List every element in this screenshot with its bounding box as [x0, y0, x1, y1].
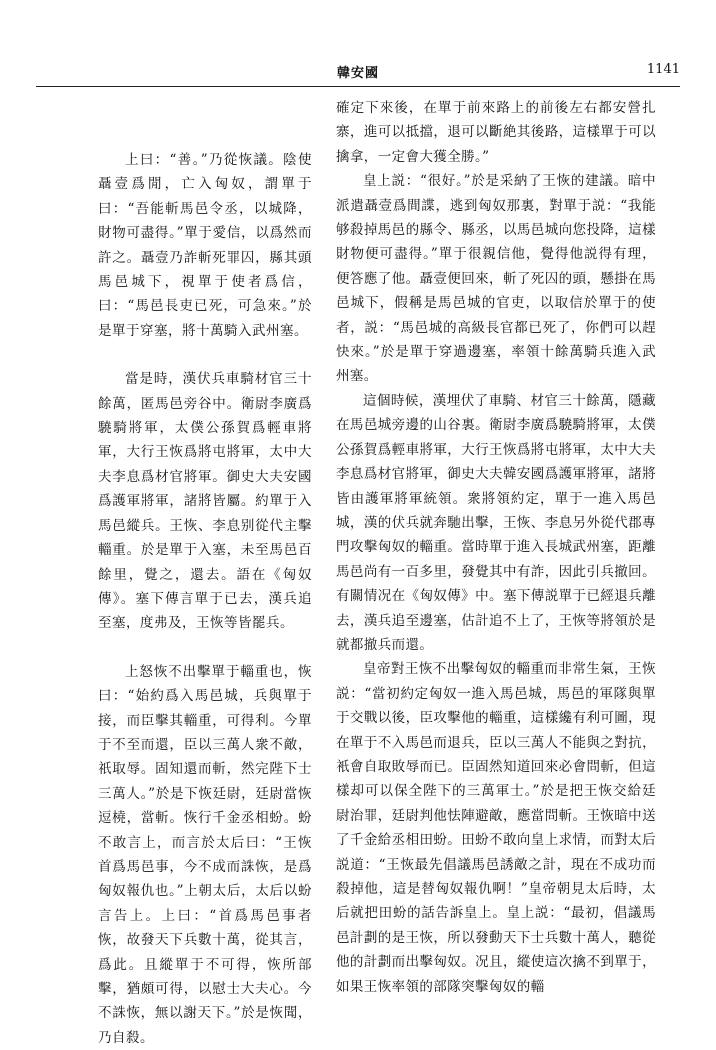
page-number: 1141: [646, 62, 680, 77]
translation-paragraph: 這個時候，漢埋伏了車騎、材官三十餘萬，隱藏在馬邑城旁邊的山谷裏。衛尉李廣爲驍騎將軍，太僕公孫賀爲輕車將軍，大行王恢爲將屯將軍，太中大夫李息爲材官將軍，御史大夫韓安國爲護軍將軍，諸將皆由護軍將軍統領。衆將領約定，單于一進入馬邑城，漢的伏兵就奔馳出擊，王恢、李息另外從代郡專門攻擊匈奴的輜重。當時單于進入長城武州塞，距離馬邑尚有一百多里，發覺其中有詐，因此引兵撤回。有關情况在《匈奴傳》中。塞下傳説單于已經退兵離去，漢兵追至邊塞，估計追不上了，王恢等將領於是就都撤兵而還。: [336, 392, 656, 653]
running-head: [36, 62, 680, 84]
header-rule: [36, 86, 680, 87]
chapter-title: 韓安國: [336, 66, 379, 81]
translation-paragraph: 確定下來後，在單于前來路上的前後左右都安營扎寨，進可以抵擋，退可以斷絶其後路，這樣單于可以擒拿，一定會大獲全勝。”: [336, 100, 656, 165]
translation-paragraph: 皇帝對王恢不出擊匈奴的輜重而非常生氣，王恢説：“當初約定匈奴一進入馬邑城，馬邑的軍隊與單于交戰以後，臣攻擊他的輜重，這樣纔有利可圖，現在單于不入馬邑而退兵，臣以三萬人不能與之對抗，衹會自取敗辱而已。臣固然知道回來必會問斬，但這樣却可以保全陛下的三萬軍士。”於是把王恢交給廷尉治罪，廷尉判他怯陣避敵，應當問斬。王恢暗中送了千金給丞相田蚡。田蚡不敢向皇上求情，而對太后説道：“王恢最先倡議馬邑誘敵之計，現在不成功而殺掉他，這是替匈奴報仇啊！”皇帝朝見太后時，太后就把田蚡的話告訴皇上。皇上説：“最初，倡議馬邑計劃的是王恢，所以發動天下士兵數十萬人，聽從他的計劃而出擊匈奴。况且，縱使這次擒不到單于，如果王恢率領的部隊突擊匈奴的輜: [336, 661, 656, 995]
translation-paragraph: 皇上説：“很好。”於是采納了王恢的建議。暗中派遣聶壹爲間諜，逃到匈奴那裏，對單于説：“我能够殺掉馬邑的縣令、縣丞，以馬邑城向您投降，這樣財物便可盡得。”單于很親信他，覺得他説得有理，便答應了他。聶壹便回來，斬了死囚的頭，懸掛在馬邑城下，假稱是馬邑城的官吏，以取信於單于的使者，説：“馬邑城的高級長官都已死了，你們可以趕快來。”於是單于穿過邊塞，率領十餘萬騎兵進入武州塞。: [336, 173, 656, 385]
original-paragraph: 上曰：“善。”乃從恢議。陰使聶壹爲閒，亡入匈奴，謂單于曰：“吾能斬馬邑令丞，以城降，財物可盡得。”單于愛信，以爲然而許之。聶壹乃詐斬死罪囚，縣其頭馬邑城下，視單于使者爲信，曰：“馬邑長吏已死，可急來。”於是單于穿塞，將十萬騎入武州塞。: [98, 152, 312, 339]
original-text-column: [98, 148, 312, 1050]
translation-column: [336, 96, 656, 999]
original-paragraph: 當是時，漢伏兵車騎材官三十餘萬，匿馬邑旁谷中。衛尉李廣爲驍騎將軍，太僕公孫賀爲輕車將軍，大行王恢爲將屯將軍，太中大夫李息爲材官將軍。御史大夫安國爲護軍將軍，諸將皆屬。約單于入馬邑縱兵。王恢、李息别從代主擊輜重。於是單于入塞，未至馬邑百餘里，覺之，還去。語在《匈奴傳》。塞下傳言單于已去，漢兵追至塞，度弗及，王恢等皆罷兵。: [98, 371, 312, 632]
original-paragraph: 上怒恢不出擊單于輜重也，恢曰：“始約爲入馬邑城，兵與單于接，而臣擊其輜重，可得利。今單于不至而還，臣以三萬人衆不敵，祇取辱。固知還而斬，然完陛下士三萬人。”於是下恢廷尉，廷尉當恢逗橈，當斬。恢行千金丞相蚡。蚡不敢言上，而言於太后曰：“王恢首爲馬邑事，今不成而誅恢，是爲匈奴報仇也。”上朝太后，太后以蚡言告上。上曰：“首爲馬邑事者恢，故發天下兵數十萬，從其言，爲此。且縱單于不可得，恢所部擊，猶頗可得，以慰士大夫心。今不誅恢，無以謝天下。”於是恢聞，乃自殺。: [98, 663, 312, 1046]
